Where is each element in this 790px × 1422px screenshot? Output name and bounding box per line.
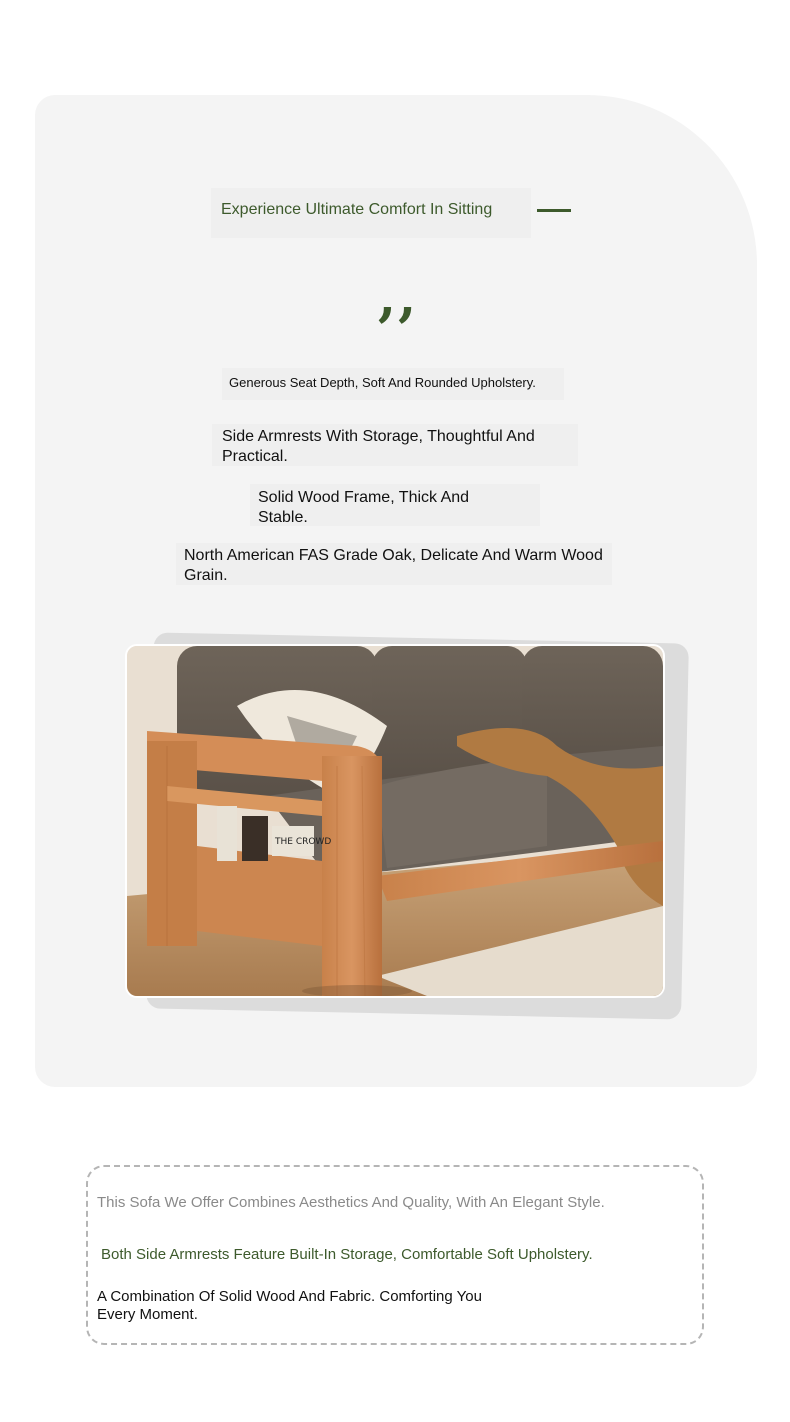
heading-dash-decoration	[537, 209, 571, 212]
sofa-illustration	[127, 646, 663, 996]
feature-armrest-storage: Side Armrests With Storage, Thoughtful And Practical.	[222, 428, 535, 465]
sofa-photo	[125, 644, 665, 998]
svg-text:THE CROWD: THE CROWD	[275, 837, 332, 847]
quote-mark-icon: ,,	[378, 267, 419, 328]
feature-solid-wood-frame: Solid Wood Frame, Thick And Stable.	[258, 489, 470, 526]
description-line-aesthetics: This Sofa We Offer Combines Aesthetics And Quality, With An Elegant Style.	[97, 1194, 605, 1211]
description-line-comfort: A Combination Of Solid Wood And Fabric. Comforting You Every Moment.	[97, 1288, 482, 1323]
section-heading: Experience Ultimate Comfort In Sitting	[221, 201, 493, 218]
feature-oak-grain: North American FAS Grade Oak, Delicate And Warm Wood Grain.	[184, 547, 603, 584]
feature-seat-depth: Generous Seat Depth, Soft And Rounded Upholstery.	[229, 375, 536, 390]
description-line-storage: Both Side Armrests Feature Built-In Storage, Comfortable Soft Upholstery.	[101, 1246, 593, 1263]
